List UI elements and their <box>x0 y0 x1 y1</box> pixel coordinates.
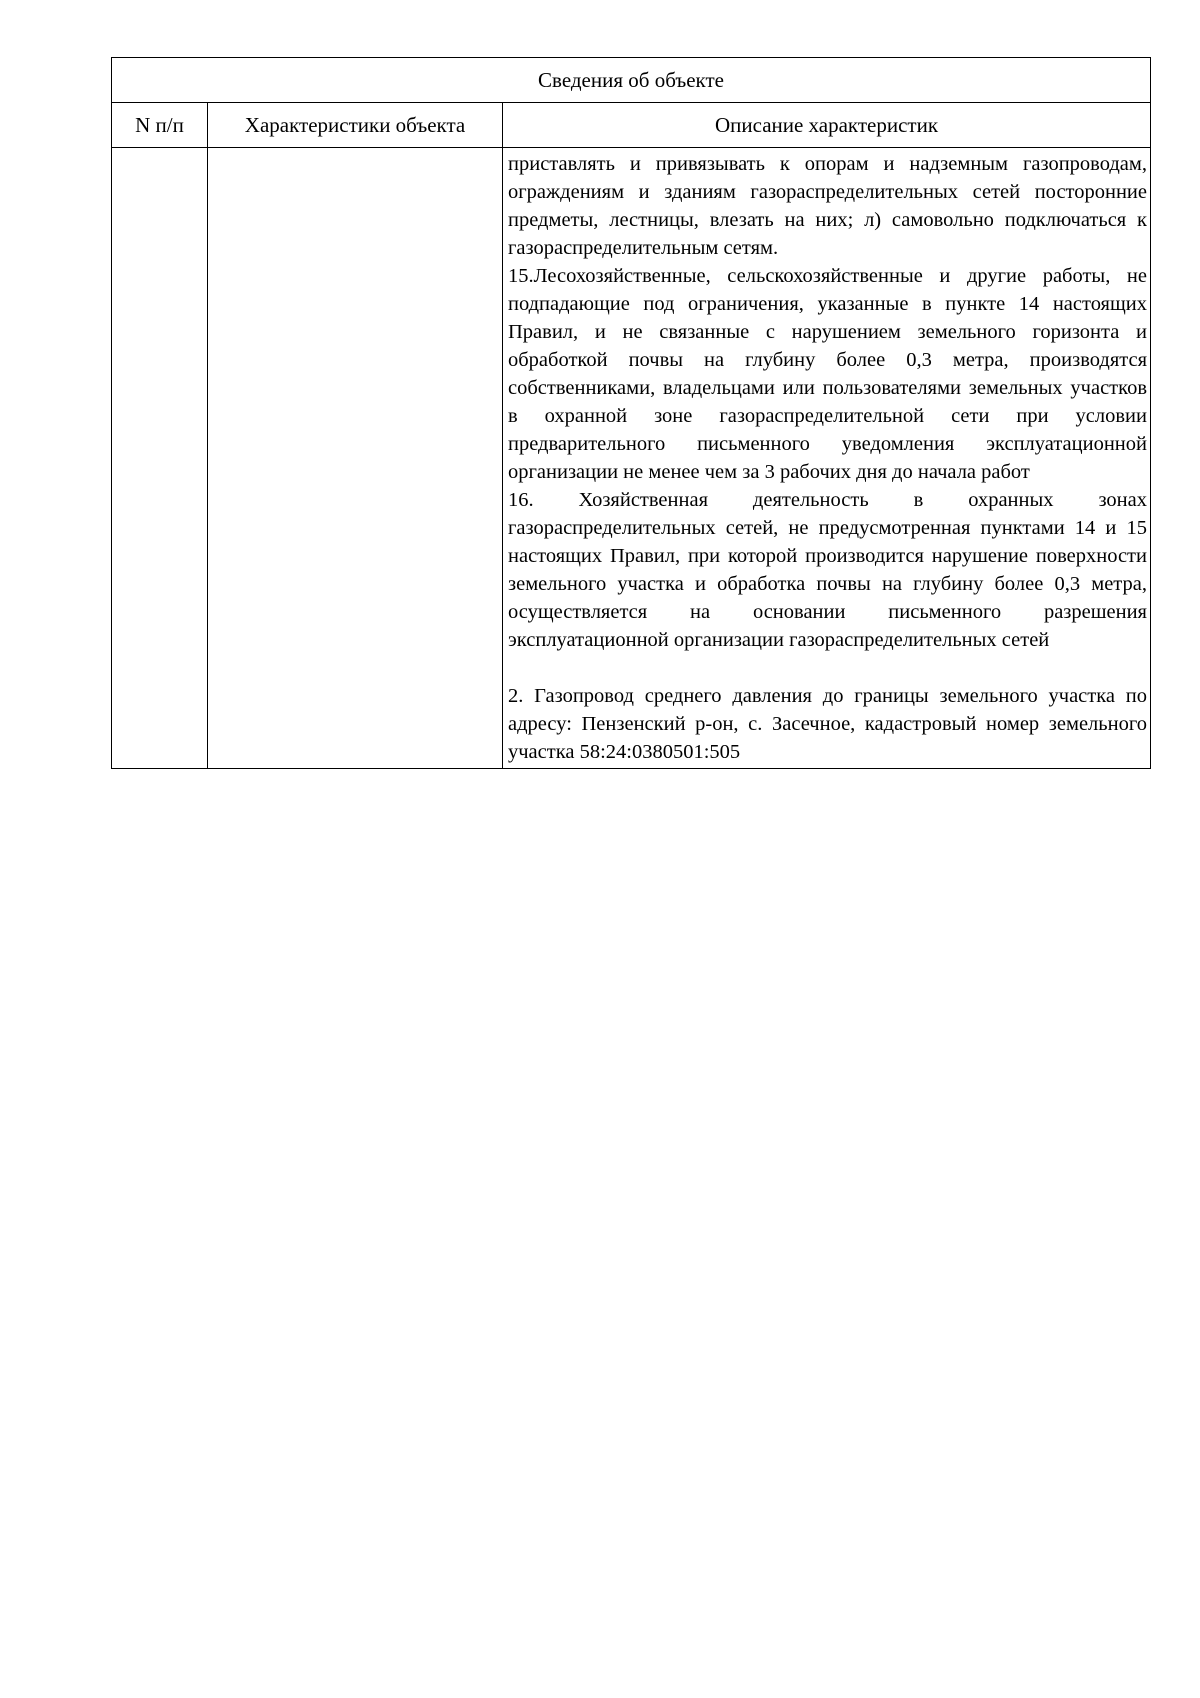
table-title-row <box>112 58 1151 103</box>
object-info-table <box>111 57 1151 769</box>
header-number: N п/п <box>112 103 208 148</box>
table-header-row <box>112 103 1151 148</box>
paragraph-spacer <box>508 654 1147 682</box>
description-paragraph-1: приставлять и привязывать к опорам и надземным газопроводам, ограждениям и зданиям газораспределительных сетей посторонние предметы, лестницы, влезать на них; л) самовольно подключаться к газораспределительным сетям. <box>508 153 1147 259</box>
description-paragraph-2: 15.Лесохозяйственные, сельскохозяйственные и другие работы, не подпадающие под ограничения, указанные в пункте 14 настоящих Правил, и не связанные с нарушением земельного горизонта и обработкой почвы на глубину более 0,3 метра, производятся собственниками, владельцами или пользователями земельных участков в охранной зоне газораспределительной сети при условии предварительного письменного уведомления эксплуатационной организации не менее чем за 3 рабочих дня до начала работ <box>508 265 1147 483</box>
table-row <box>112 148 1151 769</box>
description-paragraph-3: 16. Хозяйственная деятельность в охранных зонах газораспределительных сетей, не предусмотренная пунктами 14 и 15 настоящих Правил, при которой производится нарушение поверхности земельного участка и обработка почвы на глубину более 0,3 метра, осуществляется на основании письменного разрешения эксплуатационной организации газораспределительных сетей <box>508 489 1147 651</box>
row-description-cell <box>503 148 1151 769</box>
description-paragraph-4: 2. Газопровод среднего давления до границы земельного участка по адресу: Пензенский р-он, с. Засечное, кадастровый номер земельного участка 58:24:0380501:505 <box>508 685 1147 763</box>
table-title: Сведения об объекте <box>112 58 1151 103</box>
header-description: Описание характеристик <box>503 103 1151 148</box>
row-characteristics-cell <box>208 148 503 769</box>
row-number-cell <box>112 148 208 769</box>
header-characteristics: Характеристики объекта <box>208 103 503 148</box>
